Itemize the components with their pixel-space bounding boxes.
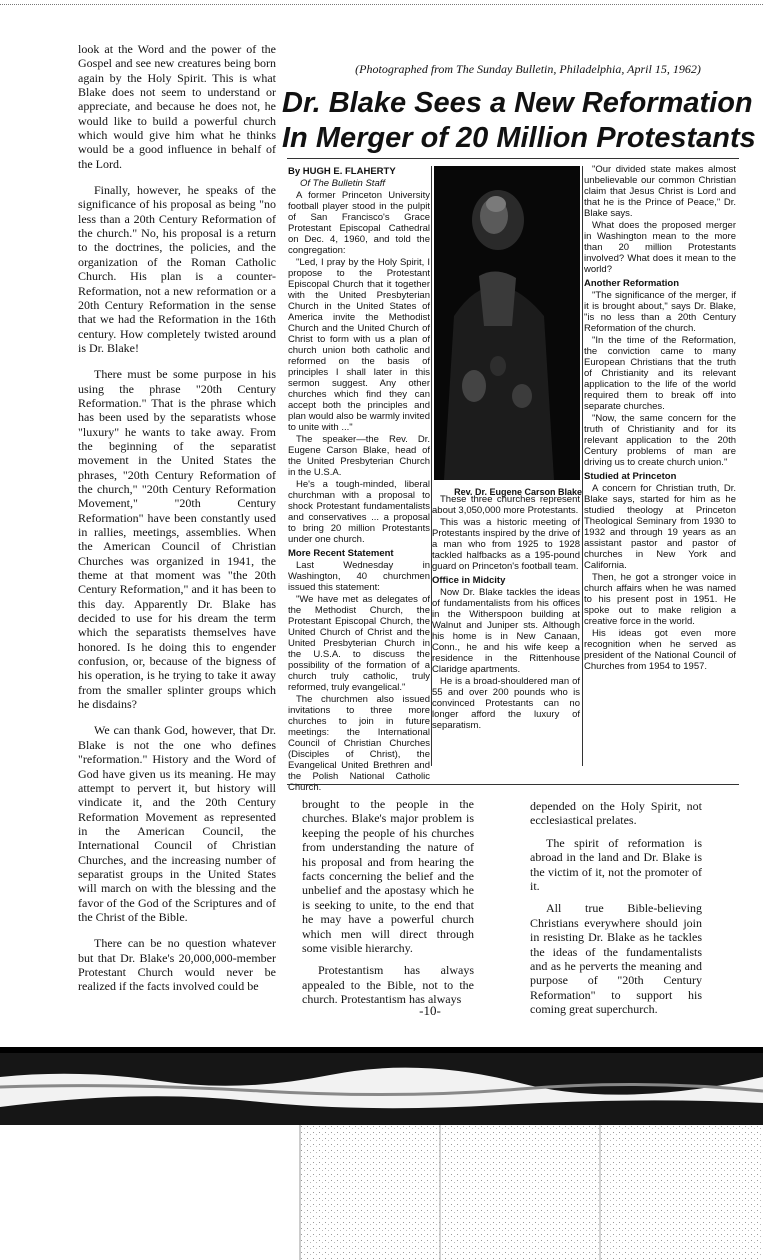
article-paragraph: Then, he got a stronger voice in church affairs when he was named to his present post in 1951. He spoke out to make religion a creative force in the world.: [584, 572, 736, 627]
article-paragraph: "Now, the same concern for the truth of Christianity and for its relevant application to the 20th Century problems of man are driving us to create church union.": [584, 413, 736, 468]
clipping-bottom-rule: [287, 784, 739, 785]
continuation-paragraph: brought to the people in the churches. Blake's major problem is keeping the people of his churches from understanding the nature of his proposal and from hearing the facts concerning the belief and the unbelief and the apostasy which he is seeking to unite, to the end that he may have a powerful church which men will direct through some visible hierarchy.: [302, 797, 474, 956]
article-paragraph: A former Princeton University football player stood in the pulpit of San Francisco's Grace Protestant Episcopal Cathedral on Dec. 4, 1960, and told the congregation:: [288, 190, 430, 256]
article-paragraph: These three churches represent about 3,050,000 more Protestants.: [432, 494, 580, 516]
clipping-top-rule: [287, 158, 739, 159]
continuation-paragraph: depended on the Holy Spirit, not ecclesiastical prelates.: [530, 799, 702, 828]
continuation-column-1: [302, 797, 474, 1015]
article-paragraph: "Our divided state makes almost unbelievable our common Christian claim that Jesus Christ is Lord and that he is the Prince of Peace," Dr. Blake says.: [584, 164, 736, 219]
portrait-image: [434, 166, 580, 480]
article-paragraph: Last Wednesday in Washington, 40 churchmen issued this statement:: [288, 560, 430, 593]
headline: [282, 86, 756, 156]
article-paragraph: He's a tough-minded, liberal churchman with a proposal to shock Protestant fundamentalists and conservatives ... a proposal to bring 20 million Protestants under one church.: [288, 479, 430, 545]
continuation-paragraph: Protestantism has always appealed to the Bible, not to the church. Protestantism has always: [302, 963, 474, 1007]
subheading: Another Reformation: [584, 278, 679, 289]
article-paragraph: "We have met as delegates of the Methodist Church, the Protestant Episcopal Church, the United Church of Christ and the United Presbyterian Church in the U.S.A. to discuss the possibility of the formation of a church truly catholic, truly reformed, truly evangelical.": [288, 594, 430, 693]
page-number: -10-: [419, 1003, 441, 1018]
article-paragraph: Now Dr. Blake tackles the ideas of fundamentalists from his offices in the Witherspoon building at Walnut and Juniper sts. Although his home is in New Canaan, Conn., he and his wife keep a residence in the Rittenhouse Claridge apartments.: [432, 587, 580, 675]
headline-line-2: In Merger of 20 Million Protestants: [282, 122, 756, 154]
left-paragraph: We can thank God, however, that Dr. Blake is not the one who defines "reformation." History and the Word of God have given us its meaning. He may attempt to pervert it, but history will vindicate it, and the 20th Century Reformation Movement as represented in the American Council, the International Council of Christian Churches, and the increasing number of separatist groups in the United States will march on with the blessing and the favor of the God of the Scriptures and of the Christ of the Bible.: [78, 723, 276, 924]
subheading: Office in Midcity: [432, 575, 506, 586]
article-paragraph: "Led, I pray by the Holy Spirit, I propose to the Protestant Episcopal Church that it together with the United Presbyterian Church in the United States of America invite the Methodist Church and the United Church of Christ to form with us a plan of church union both catholic and reformed on the basis of principles I shall later in this sermon suggest. Any other churches which find they can accept both the principles and plan would also be warmly invited to unite with ...": [288, 257, 430, 433]
article-paragraph: The speaker—the Rev. Dr. Eugene Carson Blake, head of the United Presbyterian Church in the U.S.A.: [288, 434, 430, 478]
left-paragraph: There must be some purpose in his using the phrase "20th Century Reformation." That is the phrase which has been used by the separatists whose "luxury" he wants to take away. From the beginning of the separatist movement in the United States the phrases, "20th Century Reformation of the church," "20th Century Reformation Movement," "20th Century Reformation" have been constantly used in rallies, meetings, assemblies. When the American Council of Christian Churches was organized in 1941, the theme at that moment was "the 20th Century Reformation," and it has been to this day. Apparently Dr. Blake has decided to use for his dream the term which the separatists themselves have honored. Is he doing this to engender confusion, or, because of the bigness of his operation, is he trying to take it away from the smaller splinter groups which he disdains?: [78, 367, 276, 712]
article-paragraph: "In the time of the Reformation, the conviction came to many European Christians that the truth of Christianity and its relevant application to the life of the world required them to break off into separate churches.: [584, 335, 736, 412]
article-column-2: [432, 494, 580, 732]
continuation-paragraph: All true Bible-believing Christians everywhere should join in resisting Dr. Blake as he tackles the ideas of the fundamentalists and as he perverts the meaning and purpose of "20th Century Reformation" to support his coming great superchurch.: [530, 901, 702, 1017]
scan-artifact-band: [0, 1047, 763, 1125]
article-paragraph: His ideas got even more recognition when he served as president of the National Council of Churches from 1954 to 1957.: [584, 628, 736, 672]
scan-noise-area: [0, 1125, 763, 1260]
portrait-photo: [434, 166, 580, 480]
article-paragraph: A concern for Christian truth, Dr. Blake says, started for him as he studied theology at Princeton Theological Seminary from 1930 to 1932 and through 19 years as an assistant pastor and pastor of churches in New York and California.: [584, 483, 736, 571]
photo-credit: (Photographed from The Sunday Bulletin, Philadelphia, April 15, 1962): [355, 62, 701, 76]
headline-line-1: Dr. Blake Sees a New Reformation: [282, 87, 753, 119]
continuation-column-2: [530, 799, 702, 1025]
article-paragraph: "The significance of the merger, if it is brought about," says Dr. Blake, "is no less than a 20th Century Reformation of the church.: [584, 290, 736, 334]
left-paragraph: Finally, however, he speaks of the significance of his proposal as being "no less than a 20th Century Reformation of the church." No, his proposal is a return to the doctrines, the policies, and the organization of the Roman Catholic Church. His plan is a counter-Reformation, not a new reformation or a 20th Century Reformation in the sense that we had the Reformation in the 16th century. How completely twisted around is Dr. Blake!: [78, 183, 276, 355]
byline: By HUGH E. FLAHERTY: [288, 166, 396, 177]
left-paragraph: There can be no question whatever but that Dr. Blake's 20,000,000-member Protestant Church would never be realized if the facts involved could be: [78, 936, 276, 994]
article-paragraph: What does the proposed merger in Washington mean to the more than 20 million Protestants involved? What does it mean to the world?: [584, 220, 736, 275]
article-paragraph: This was a historic meeting of Protestants inspired by the drive of a man who from 1925 to 1928 tackled halfbacks as a 195-pound guard on Princeton's football team.: [432, 517, 580, 572]
article-paragraph: He is a broad-shouldered man of 55 and over 200 pounds who is convinced Protestants can no longer afford the luxury of separatism.: [432, 676, 580, 731]
byline-staff: Of The Bulletin Staff: [300, 178, 386, 189]
continuation-paragraph: The spirit of reformation is abroad in the land and Dr. Blake is the victim of it, not the promoter of it.: [530, 835, 702, 894]
article-column-3: [584, 164, 736, 673]
subheading: Studied at Princeton: [584, 471, 677, 482]
article-paragraph: The churchmen also issued invitations to three more churches to join in future meetings: the International Council of Christian Churches (Disciples of Christ), the Evangelical United Brethren and the Polish National Catholic Church.: [288, 694, 430, 793]
left-column: [78, 42, 276, 1006]
article-column-1: [288, 166, 430, 794]
photo-caption: Rev. Dr. Eugene Carson Blake: [454, 487, 582, 497]
column-rule: [582, 166, 583, 766]
left-paragraph: look at the Word and the power of the Gospel and see new creatures being born again by the Holy Spirit. This is what Blake does not seem to understand or appreciate, and because he does not, he would like to build a powerful church which would give him what he thinks would be a good influence in behalf of the Lord.: [78, 42, 276, 171]
scan-top-edge: [0, 4, 763, 5]
subheading: More Recent Statement: [288, 548, 394, 559]
